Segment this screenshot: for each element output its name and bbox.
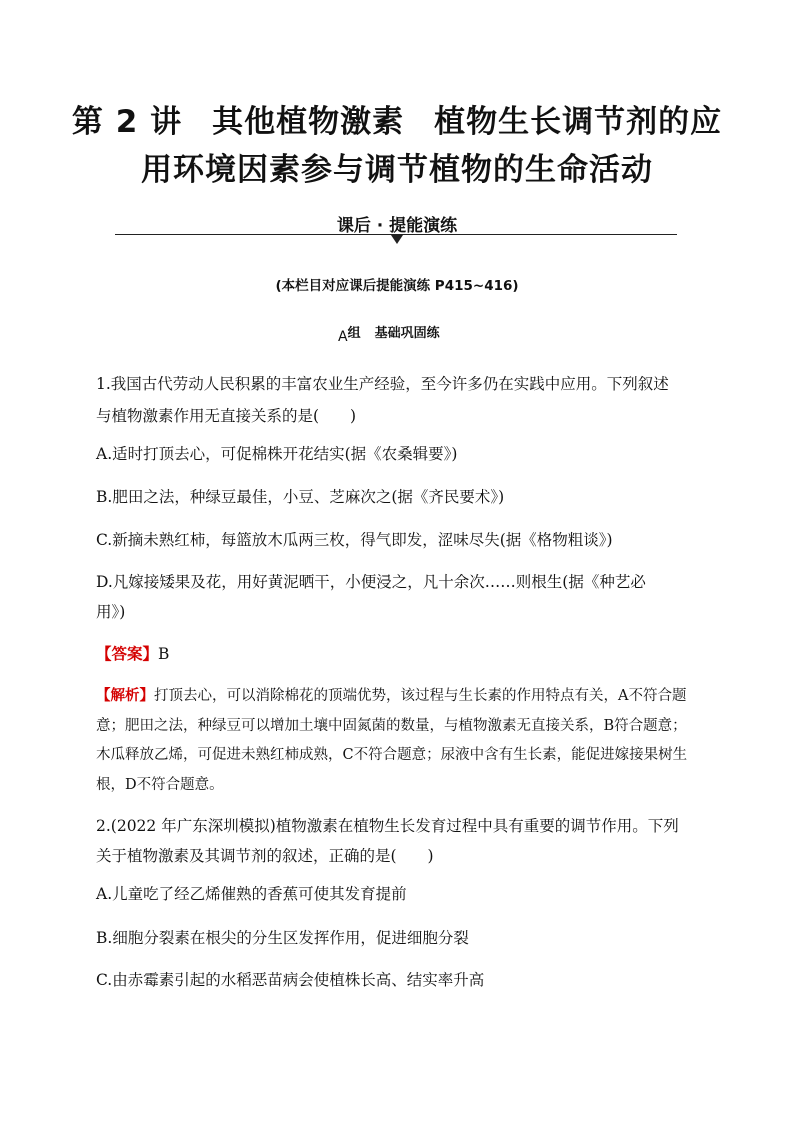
q1-option-a: A.适时打顶去心，可促棉株开花结实(据《农桑辑要》) (96, 445, 458, 463)
answer-tag: 【答案】 (96, 645, 159, 663)
triangle-down-icon (391, 235, 403, 244)
q1-stem-line-2: 与植物激素作用无直接关系的是( ) (96, 407, 357, 425)
answer-value: B (158, 645, 170, 663)
q2-stem-line-2: 关于植物激素及其调节剂的叙述，正确的是( ) (96, 847, 434, 865)
q2-option-c: C.由赤霉素引起的水稻恶苗病会使植株长高、结实率升高 (96, 971, 485, 989)
analysis-tag: 【解析】 (96, 688, 154, 704)
q2-option-a: A.儿童吃了经乙烯催熟的香蕉可使其发育提前 (96, 885, 407, 903)
q2-option-b: B.细胞分裂素在根尖的分生区发挥作用，促进细胞分裂 (96, 929, 469, 947)
analysis-text: 打顶去心，可以消除棉花的顶端优势，该过程与生长素的作用特点有关，A不符合题意；肥田之法，种绿豆可以增加土壤中固氮菌的数量，与植物激素无直接关系，B符合题意；木瓜释放乙烯，可促进未熟红柿成熟，C不符合题意；尿液中含有生长素，能促进嫁接果树生根，D不符合题意。 (96, 688, 688, 793)
q1-option-d-line-2: 用》) (96, 603, 126, 621)
page-reference: (本栏目对应课后提能演练 P415~416) (275, 278, 519, 294)
q1-analysis (96, 682, 696, 800)
q2-stem-line-1: 2.(2022 年广东深圳模拟)植物激素在植物生长发育过程中具有重要的调节作用。下列 (96, 817, 679, 835)
page-title (60, 98, 734, 194)
q1-stem-line-1: 1.我国古代劳动人民积累的丰富农业生产经验，至今许多仍在实践中应用。下列叙述 (96, 375, 669, 393)
q1-option-d-line-1: D.凡嫁接矮果及花，用好黄泥晒干，小便浸之，凡十余次……则根生(据《种艺必 (96, 573, 646, 591)
q1-answer (96, 640, 696, 668)
group-heading: A组 基础巩固练 (338, 326, 440, 345)
section-banner: 课后 · 提能演练 (336, 216, 458, 236)
title-line-2: 用环境因素参与调节植物的生命活动 (141, 152, 653, 188)
q1-option-c: C.新摘未熟红柿，每篮放木瓜两三枚，得气即发，涩味尽失(据《格物粗谈》) (96, 531, 613, 549)
q1-option-b: B.肥田之法，种绿豆最佳，小豆、芝麻次之(据《齐民要术》) (96, 488, 505, 506)
title-line-1: 第 2 讲 其他植物激素 植物生长调节剂的应 (71, 104, 723, 140)
